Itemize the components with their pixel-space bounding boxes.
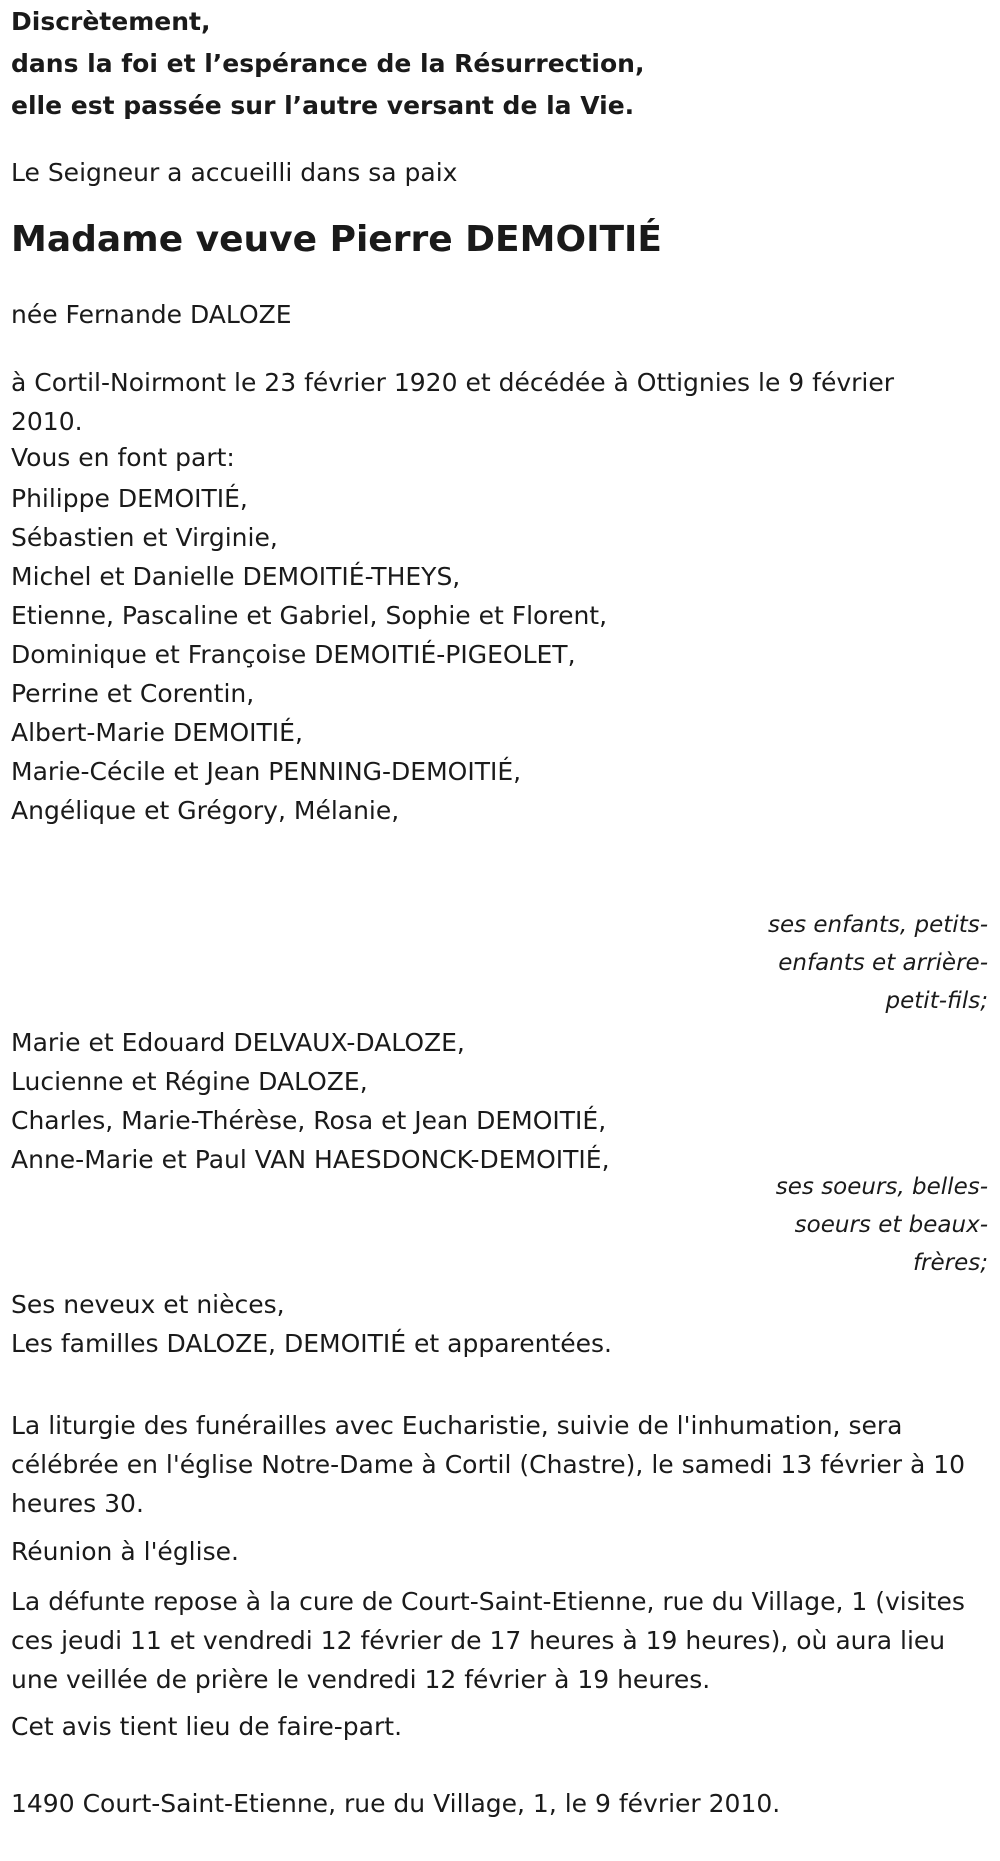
list-item: Sébastien et Virginie, bbox=[11, 523, 278, 552]
list-item: Charles, Marie-Thérèse, Rosa et Jean DEMOITIÉ, bbox=[11, 1106, 607, 1135]
liturgy-text: La liturgie des funérailles avec Eucharistie, suivie de l'inhumation, sera célébrée en l'église Notre-Dame à Cortil (Chastre), le samedi 13 février à 10 heures 30. bbox=[11, 1411, 966, 1518]
address-text: 1490 Court-Saint-Etienne, rue du Village, 1, le 9 février 2010. bbox=[11, 1789, 781, 1818]
siblings-list bbox=[11, 1023, 610, 1179]
meeting-text: Réunion à l'église. bbox=[11, 1537, 239, 1566]
deceased-name: Madame veuve Pierre DEMOITIÉ bbox=[11, 219, 663, 260]
others-list bbox=[11, 1285, 612, 1363]
list-item: Ses neveux et nièces, bbox=[11, 1290, 285, 1319]
visit-text: La défunte repose à la cure de Court-Saint-Etienne, rue du Village, 1 (visites ces jeudi 11 et vendredi 12 février de 17 heures à 19 heures), où aura lieu une veillée de prière le vendredi 12 février à 19 heures. bbox=[11, 1587, 965, 1694]
children-list bbox=[11, 479, 607, 830]
siblings-relation: ses soeurs, belles-soeurs et beaux-frères; bbox=[775, 1174, 988, 1276]
list-item: Lucienne et Régine DALOZE, bbox=[11, 1067, 368, 1096]
list-item: Michel et Danielle DEMOITIÉ-THEYS, bbox=[11, 562, 461, 591]
list-item: Perrine et Corentin, bbox=[11, 679, 255, 708]
list-item: Philippe DEMOITIÉ, bbox=[11, 484, 248, 513]
list-item: Albert-Marie DEMOITIÉ, bbox=[11, 718, 303, 747]
born-name: née Fernande DALOZE bbox=[11, 300, 292, 329]
intro-line-3: elle est passée sur l’autre versant de la Vie. bbox=[11, 91, 635, 120]
birth-death-dates: à Cortil-Noirmont le 23 février 1920 et décédée à Ottignies le 9 février 2010. bbox=[11, 368, 895, 436]
welcome-text: Le Seigneur a accueilli dans sa paix bbox=[11, 158, 458, 187]
list-item: Anne-Marie et Paul VAN HAESDONCK-DEMOITIÉ, bbox=[11, 1145, 610, 1174]
list-item: Marie et Edouard DELVAUX-DALOZE, bbox=[11, 1028, 465, 1057]
list-item: Marie-Cécile et Jean PENNING-DEMOITIÉ, bbox=[11, 757, 522, 786]
intro-line-1: Discrètement, bbox=[11, 7, 211, 36]
children-relation: ses enfants, petits-enfants et arrière-petit-fils; bbox=[767, 912, 988, 1014]
list-item: Dominique et Françoise DEMOITIÉ-PIGEOLET, bbox=[11, 640, 576, 669]
notice-text: Cet avis tient lieu de faire-part. bbox=[11, 1712, 403, 1741]
list-item: Etienne, Pascaline et Gabriel, Sophie et Florent, bbox=[11, 601, 608, 630]
announce-text: Vous en font part: bbox=[11, 443, 235, 472]
list-item: Angélique et Grégory, Mélanie, bbox=[11, 796, 400, 825]
list-item: Les familles DALOZE, DEMOITIÉ et apparentées. bbox=[11, 1329, 613, 1358]
intro-line-2: dans la foi et l’espérance de la Résurrection, bbox=[11, 49, 645, 78]
